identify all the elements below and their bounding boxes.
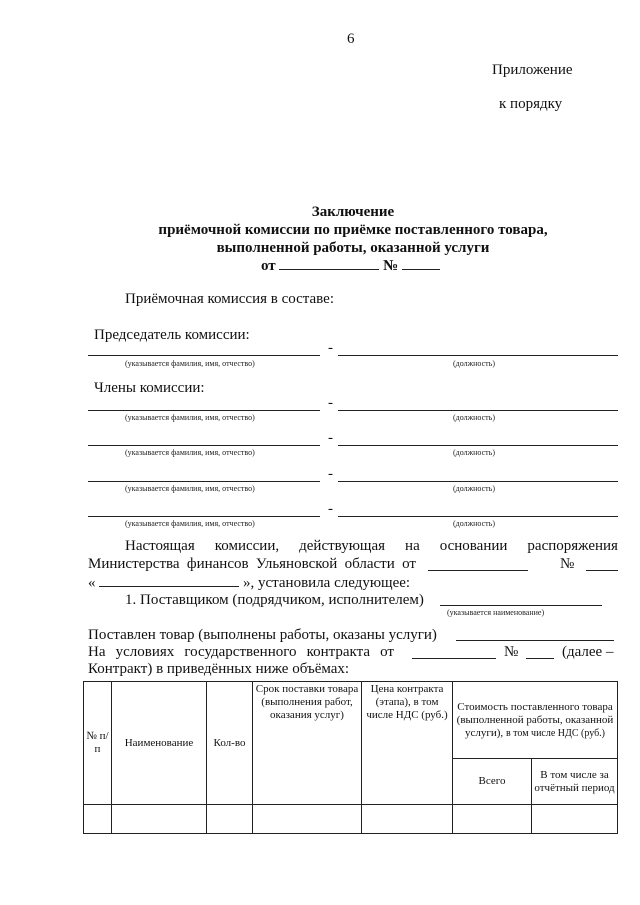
member-4-name-line	[88, 516, 320, 517]
page-number: 6	[347, 31, 355, 47]
commission-intro: Приёмочная комиссия в составе:	[125, 291, 334, 307]
member-4-dash: -	[328, 501, 333, 517]
table-cell	[453, 805, 532, 834]
title-line-2: приёмочной комиссии по приёмке поставленного товара,	[158, 222, 548, 238]
member-2-name-line	[88, 445, 320, 446]
member-2-position-hint: (должность)	[453, 448, 495, 457]
chairman-label: Председатель комиссии:	[94, 327, 250, 343]
table-cell	[207, 805, 253, 834]
decree-line-3	[88, 574, 410, 592]
contract-number-blank	[526, 658, 554, 659]
word: Министерства	[88, 556, 180, 572]
decree-number-sign: №	[560, 556, 575, 572]
word: на	[405, 538, 420, 554]
member-1-dash: -	[328, 395, 333, 411]
chairman-dash: -	[328, 340, 333, 356]
word: распоряжения	[527, 538, 618, 554]
supplier-hint: (указывается наименование)	[447, 608, 545, 617]
word: комиссии,	[214, 538, 280, 554]
header-total: Всего	[453, 759, 532, 805]
volumes-table	[83, 681, 618, 834]
header-num: № п/п	[84, 682, 112, 805]
contract-line-2: Контракт) в приведённых ниже объёмах:	[88, 661, 350, 677]
header-period: В том числе за отчётный период	[532, 759, 618, 805]
member-3-dash: -	[328, 466, 333, 482]
decree-number-blank	[586, 570, 618, 571]
quote-open: «	[88, 575, 96, 591]
word: от	[402, 556, 416, 572]
header-name: Наименование	[112, 682, 207, 805]
delivered-blank	[456, 640, 614, 641]
contract-number-sign: №	[504, 644, 519, 660]
appendix-label: Приложение	[492, 62, 573, 78]
member-3-name-hint: (указывается фамилия, имя, отчество)	[125, 484, 255, 493]
member-3-position-hint: (должность)	[453, 484, 495, 493]
header-qty: Кол-во	[207, 682, 253, 805]
member-2-position-line	[338, 445, 618, 446]
word: условиях	[115, 644, 175, 660]
table-cell	[532, 805, 618, 834]
number-blank	[402, 257, 440, 270]
word: Ульяновской	[255, 556, 338, 572]
word: государственного	[184, 644, 297, 660]
contract-line-1	[88, 644, 394, 661]
header-price: Цена контракта (этапа), в том числе НДС (руб.)	[362, 682, 453, 805]
from-label: от	[261, 258, 276, 274]
title-date-line	[261, 257, 440, 275]
contract-dalee: (далее –	[562, 644, 614, 660]
supplier-blank	[440, 605, 602, 606]
decree-line-1	[125, 538, 618, 555]
word: от	[380, 644, 394, 660]
supplier-label: 1. Поставщиком (подрядчиком, исполнителем)	[125, 592, 424, 608]
member-2-name-hint: (указывается фамилия, имя, отчество)	[125, 448, 255, 457]
member-3-name-line	[88, 481, 320, 482]
table-cell	[253, 805, 362, 834]
chairman-position-line	[338, 355, 618, 356]
title-line-3: выполненной работы, оказанной услуги	[216, 240, 490, 256]
chairman-name-line	[88, 355, 320, 356]
title-line-1: Заключение	[311, 204, 395, 220]
word: финансов	[186, 556, 249, 572]
member-1-position-hint: (должность)	[453, 413, 495, 422]
appendix-order-label: к порядку	[499, 96, 563, 112]
member-3-position-line	[338, 481, 618, 482]
member-1-name-hint: (указывается фамилия, имя, отчество)	[125, 413, 255, 422]
word: Настоящая	[125, 538, 195, 554]
member-4-position-line	[338, 516, 618, 517]
header-cost-vat: в том числе НДС (руб.)	[505, 727, 605, 739]
header-cost-main: Стоимость поставленного товара (выполненной работы, оказанной услуги),	[456, 700, 614, 739]
member-2-dash: -	[328, 430, 333, 446]
member-1-name-line	[88, 410, 320, 411]
table-cell	[112, 805, 207, 834]
table-row	[84, 805, 618, 834]
decree-date-blank	[428, 570, 528, 571]
decree-month-blank	[99, 574, 239, 587]
contract-date-blank	[412, 658, 496, 659]
header-term: Срок поставки товара (выполнения работ, оказания услуг)	[253, 682, 362, 805]
member-1-position-line	[338, 410, 618, 411]
word: области	[344, 556, 395, 572]
header-cost	[453, 682, 618, 759]
members-label: Члены комиссии:	[94, 380, 205, 396]
member-4-position-hint: (должность)	[453, 519, 495, 528]
date-blank	[279, 257, 379, 270]
delivered-label: Поставлен товар (выполнены работы, оказаны услуги)	[88, 627, 437, 643]
decree-established: », установила следующее:	[243, 575, 411, 591]
number-label: №	[383, 258, 399, 274]
word: основании	[439, 538, 508, 554]
table-cell	[84, 805, 112, 834]
member-4-name-hint: (указывается фамилия, имя, отчество)	[125, 519, 255, 528]
decree-line-2	[88, 556, 416, 573]
word: контракта	[306, 644, 371, 660]
chairman-position-hint: (должность)	[453, 359, 495, 368]
word: На	[88, 644, 106, 660]
word: действующая	[299, 538, 386, 554]
chairman-name-hint: (указывается фамилия, имя, отчество)	[125, 359, 255, 368]
table-cell	[362, 805, 453, 834]
